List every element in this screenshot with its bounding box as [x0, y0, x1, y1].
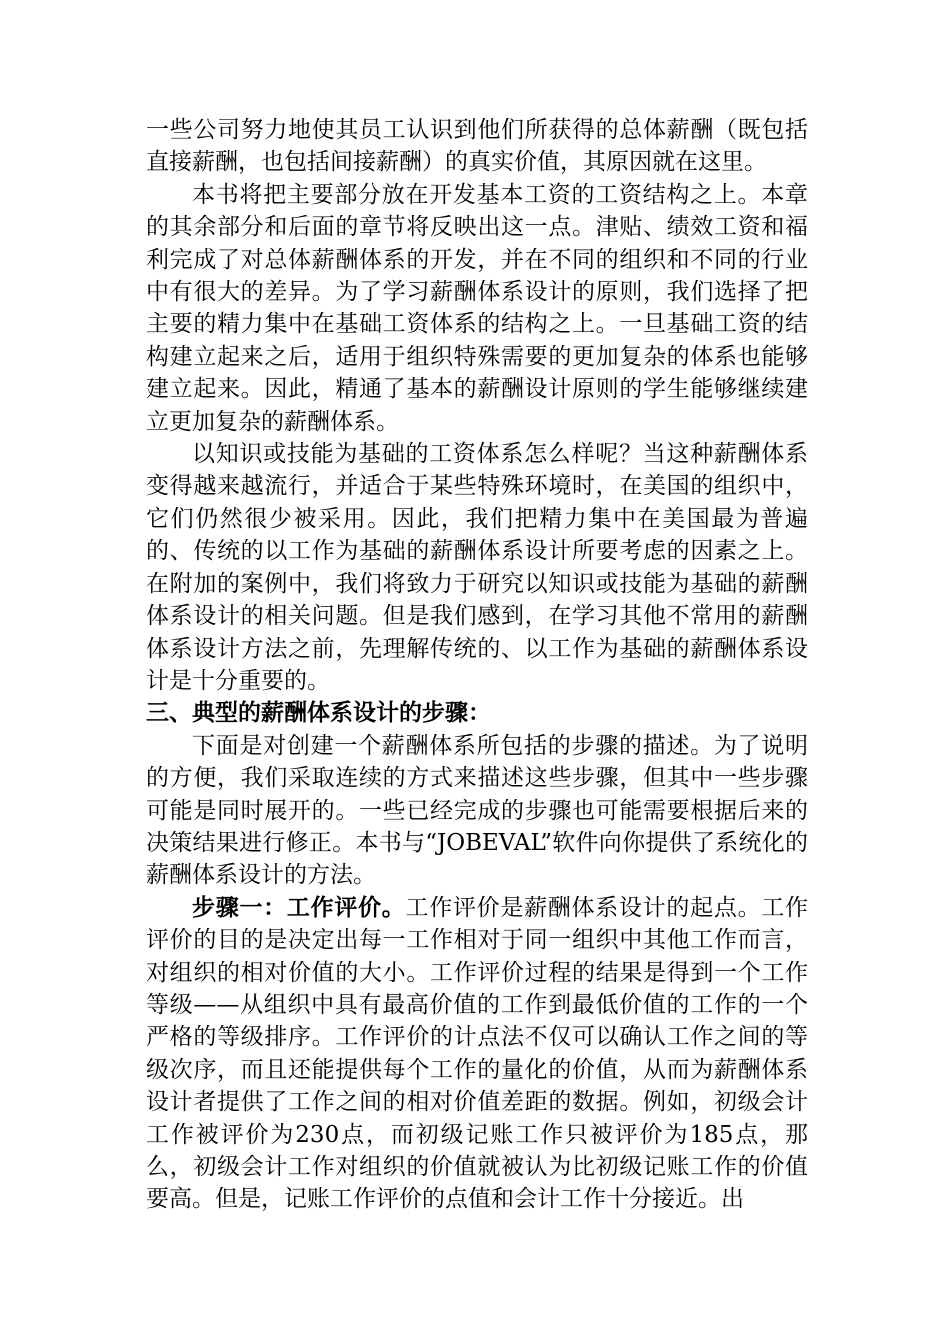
paragraph-1: 一些公司努力地使其员工认识到他们所获得的总体薪酬（既包括直接薪酬，也包括间接薪酬）的真实价值，其原因就在这里。 — [146, 117, 808, 176]
section-heading: 三、典型的薪酬体系设计的步骤： — [146, 699, 491, 727]
paragraph-4: 下面是对创建一个薪酬体系所包括的步骤的描述。为了说明的方便，我们采取连续的方式来描述这些步骤，但其中一些步骤可能是同时展开的。一些已经完成的步骤也可能需要根据后来的决策结果进行修正。本书与“JOBEVAL”软件向你提供了系统化的薪酬体系设计的方法。 — [146, 732, 808, 889]
step-one-text: 工作评价是薪酬体系设计的起点。工作评价的目的是决定出每一工作相对于同一组织中其他工作而言，对组织的相对价值的大小。工作评价过程的结果是得到一个工作等级——从组织中具有最高价值的工作到最低价值的工作的一个严格的等级排序。工作评价的计点法不仅可以确认工作之间的等级次序，而且还能提供每个工作的量化的价值，从而为薪酬体系设计者提供了工作之间的相对价值差距的数据。例如，初级会计工作被评价为230点，而初级记账工作只被评价为185点，那么，初级会计工作对组织的价值就被认为比初级记账工作的价值要高。但是，记账工作评价的点值和会计工作十分接近。出 — [146, 894, 809, 1213]
document-page — [146, 114, 808, 1216]
paragraph-5 — [146, 892, 808, 1216]
paragraph-3: 以知识或技能为基础的工资体系怎么样呢？当这种薪酬体系变得越来越流行，并适合于某些特殊环境时，在美国的组织中，它们仍然很少被采用。因此，我们把精力集中在美国最为普遍的、传统的以工作为基础的薪酬体系设计所要考虑的因素之上。在附加的案例中，我们将致力于研究以知识或技能为基础的薪酬体系设计的相关问题。但是我们感到，在学习其他不常用的薪酬体系设计方法之前，先理解传统的、以工作为基础的薪酬体系设计是十分重要的。 — [146, 441, 808, 694]
step-one-label: 步骤一：工作评价。 — [192, 893, 406, 921]
paragraph-2: 本书将把主要部分放在开发基本工资的工资结构之上。本章的其余部分和后面的章节将反映出这一点。津贴、绩效工资和福利完成了对总体薪酬体系的开发，并在不同的组织和不同的行业中有很大的差异。为了学习薪酬体系设计的原则，我们选择了把主要的精力集中在基础工资体系的结构之上。一旦基础工资的结构建立起来之后，适用于组织特殊需要的更加复杂的体系也能够建立起来。因此，精通了基本的薪酬设计原则的学生能够继续建立更加复杂的薪酬体系。 — [146, 181, 808, 435]
